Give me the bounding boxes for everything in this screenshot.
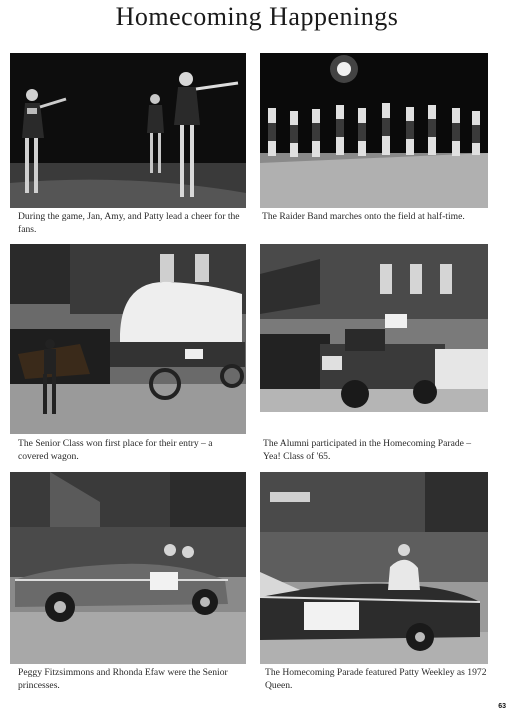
page-title: Homecoming Happenings — [115, 2, 399, 31]
photo-senior-princesses — [10, 472, 246, 664]
caption-covered-wagon: The Senior Class won first place for their entry – a covered wagon. — [18, 438, 213, 462]
covered-wagon-image — [10, 244, 246, 434]
cheerleaders-image — [10, 53, 246, 208]
alumni-truck-image — [260, 244, 488, 412]
band-image — [260, 53, 488, 208]
caption-alumni-truck: The Alumni participated in the Homecoming Parade – Yea! Class of '65. — [263, 438, 472, 462]
homecoming-queen-image — [260, 472, 488, 664]
caption-homecoming-queen: The Homecoming Parade featured Patty Weekley as 1972 Queen. — [265, 667, 487, 691]
caption-senior-princesses: Peggy Fitzsimmons and Rhonda Efaw were the Senior princesses. — [18, 667, 228, 691]
caption-cheerleaders: During the game, Jan, Amy, and Patty lead a cheer for the fans. — [18, 211, 240, 235]
photo-covered-wagon — [10, 244, 246, 434]
photo-band — [260, 53, 488, 208]
caption-band: The Raider Band marches onto the field at half-time. — [262, 211, 465, 222]
page-number: 63 — [498, 703, 506, 710]
photo-homecoming-queen — [260, 472, 488, 664]
senior-princesses-image — [10, 472, 246, 664]
photo-cheerleaders — [10, 53, 246, 208]
photo-alumni-truck — [260, 244, 488, 412]
